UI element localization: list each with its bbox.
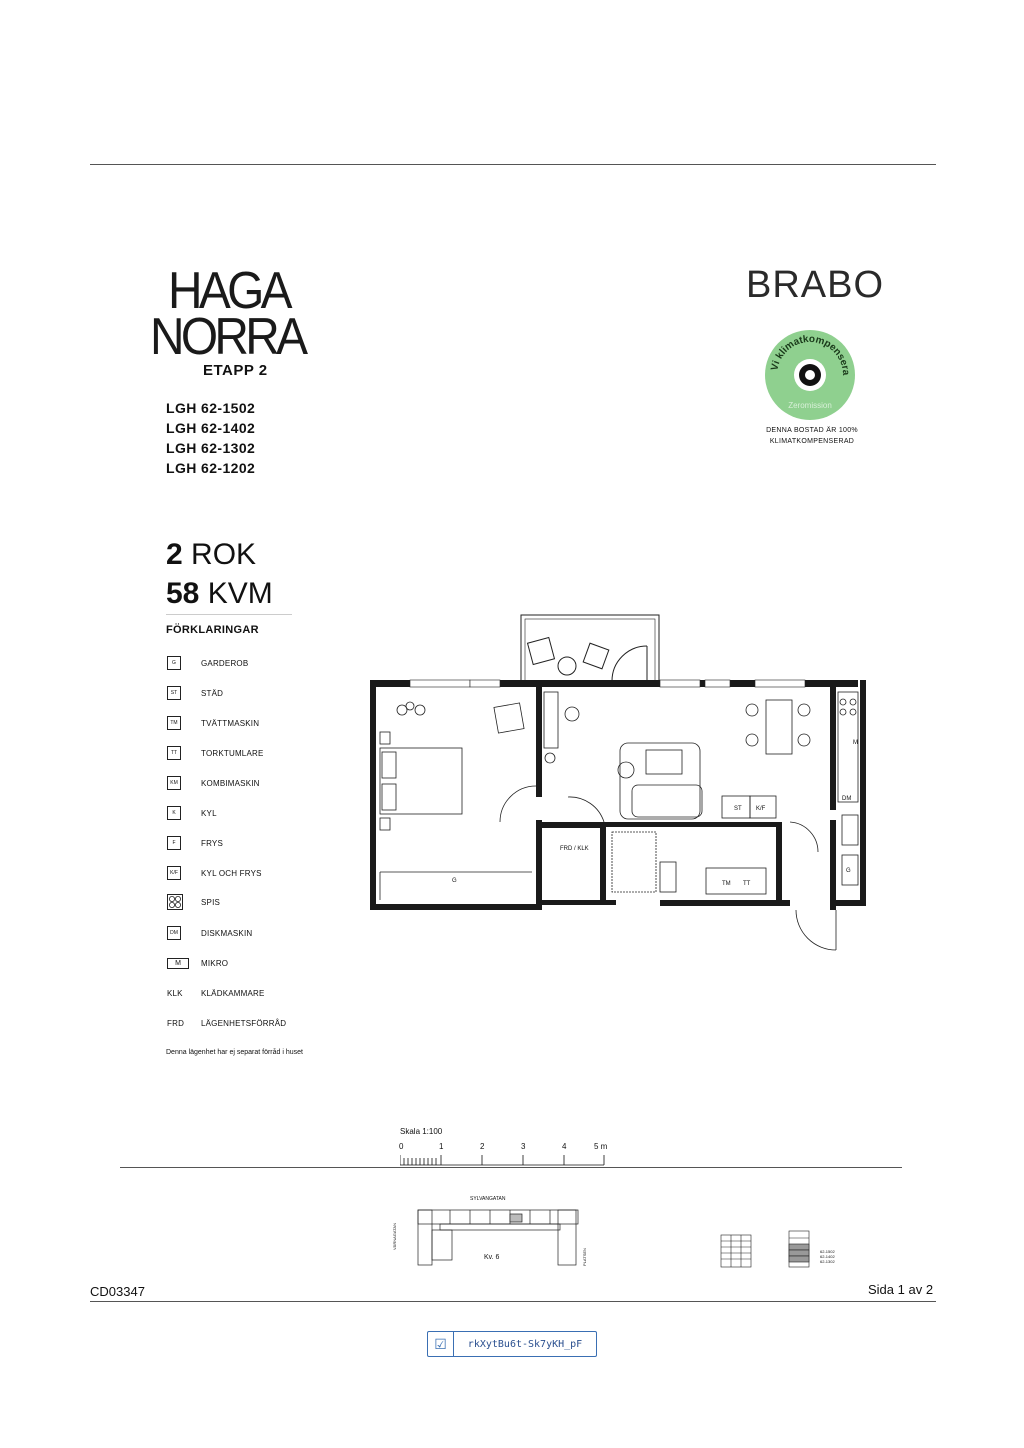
legend-symbol: F — [167, 836, 181, 850]
abbreviation-code: KLK — [167, 988, 183, 998]
summary-rule — [166, 614, 292, 615]
legend-item — [167, 954, 228, 972]
legend-symbol: DM — [167, 926, 181, 940]
legend-item — [167, 714, 259, 732]
legend-label: MIKRO — [201, 958, 229, 968]
badge-subtext: Zeromission — [788, 401, 832, 410]
badge-text: Vi klimatkompensera — [769, 333, 852, 376]
legend-item — [167, 744, 264, 762]
legend-label: KYL — [201, 808, 217, 818]
legend-symbol: G — [167, 656, 181, 670]
site-street-top: SYLVANGATAN — [470, 1196, 506, 1202]
legend-item — [167, 864, 262, 882]
legend-symbol: M — [167, 958, 189, 969]
page-number: Sida 1 av 2 — [868, 1282, 934, 1297]
stove-icon — [167, 894, 183, 910]
legend-symbol: KM — [167, 776, 181, 790]
abbreviation-item — [167, 984, 265, 1002]
legend-label: KOMBIMASKIN — [201, 778, 260, 788]
abbreviation-label: LÄGENHETSFÖRRÅD — [201, 1018, 287, 1028]
apartment-list — [166, 398, 255, 478]
top-rule — [90, 164, 936, 165]
etapp-label: ETAPP 2 — [203, 362, 268, 379]
unit-list — [820, 1249, 835, 1264]
abbreviation-code: FRD — [167, 1018, 185, 1028]
legend-symbol: ST — [167, 686, 181, 700]
plan-label-tm: TM — [722, 881, 731, 887]
plan-label-kf: K/F — [756, 806, 766, 812]
climate-note — [752, 425, 872, 447]
unit-id: 62-1302 — [820, 1259, 835, 1264]
plan-label-frd-klk: FRD / KLK — [560, 846, 589, 852]
logo-line-2: NORRA — [150, 308, 305, 366]
legend-item — [167, 684, 223, 702]
verified-check-icon: ☑ — [428, 1332, 454, 1356]
site-street-right: PLATSEN — [582, 1248, 587, 1266]
plan-label-st: ST — [734, 806, 742, 812]
verification-code: rkXytBu6t-Sk7yKH_pF — [467, 1338, 583, 1350]
scale-tick: 1 — [439, 1142, 444, 1151]
climate-badge-icon — [763, 328, 857, 422]
developer-logo: BRABO — [746, 264, 885, 306]
rooms-count — [166, 537, 256, 573]
scale-tick: 4 — [562, 1142, 567, 1151]
legend-item — [167, 893, 220, 911]
scale-tick: 3 — [521, 1142, 526, 1151]
plan-label-tt: TT — [743, 881, 751, 887]
scale-tick: 0 — [399, 1142, 404, 1151]
unit-stack-icon — [788, 1230, 810, 1268]
verification-stamp — [427, 1331, 597, 1357]
area-number: 58 — [166, 577, 200, 610]
logo-line-1: HAGA — [168, 262, 289, 320]
area-size — [166, 576, 273, 612]
apartment-id: LGH 62-1502 — [166, 400, 256, 416]
legend-label: STÄD — [201, 688, 224, 698]
scale-label: Skala 1:100 — [400, 1127, 443, 1136]
legend-symbol: TT — [167, 746, 181, 760]
site-plan — [410, 1202, 600, 1272]
legend-label: KYL OCH FRYS — [201, 868, 262, 878]
building-section-icon — [720, 1234, 752, 1268]
climate-note-line-2: KLIMATKOMPENSERAD — [769, 438, 855, 445]
unit-id: 62-1402 — [820, 1254, 835, 1259]
scale-tick: 2 — [480, 1142, 485, 1151]
legend-item — [167, 924, 252, 942]
legend-item — [167, 804, 217, 822]
legend-item — [167, 774, 260, 792]
legend-label: TORKTUMLARE — [201, 748, 264, 758]
scale-tick: 5 m — [594, 1142, 608, 1151]
legend-symbol: TM — [167, 716, 181, 730]
site-block-label: Kv. 6 — [484, 1254, 500, 1261]
legend-symbol: K/F — [167, 866, 181, 880]
apartment-id: LGH 62-1302 — [166, 440, 256, 456]
document-id: CD03347 — [90, 1284, 145, 1299]
scale-bar — [400, 1153, 610, 1167]
legend-item — [167, 834, 223, 852]
legend-symbol: K — [167, 806, 181, 820]
area-unit: KVM — [207, 577, 273, 610]
apartment-id: LGH 62-1202 — [166, 460, 256, 476]
abbreviation-item — [167, 1014, 286, 1032]
legend-title: FÖRKLARINGAR — [166, 624, 259, 636]
apartment-id: LGH 62-1402 — [166, 420, 256, 436]
climate-note-line-1: DENNA BOSTAD ÄR 100% — [766, 427, 858, 434]
abbreviation-label: KLÄDKAMMARE — [201, 988, 265, 998]
footer-rule — [90, 1301, 936, 1302]
legend-item — [167, 654, 248, 672]
plan-label-g2: G — [846, 868, 851, 874]
site-street-left: VÄRNAGATAN — [392, 1223, 397, 1250]
plan-label-g: G — [452, 878, 457, 884]
unit-id: 62-1502 — [820, 1249, 835, 1254]
legend-label: TVÄTTMASKIN — [201, 718, 260, 728]
floor-plan — [360, 610, 870, 955]
plan-label-m: M — [853, 740, 858, 746]
legend-label: GARDEROB — [201, 658, 249, 668]
storage-note: Denna lägenhet har ej separat förråd i huset — [166, 1049, 303, 1056]
project-logo — [150, 262, 330, 366]
plan-label-dm: DM — [842, 796, 852, 802]
rooms-unit: ROK — [191, 538, 257, 571]
legend-label: FRYS — [201, 838, 223, 848]
legend-label: SPIS — [201, 897, 221, 907]
scale-rule — [120, 1167, 902, 1168]
legend-label: DISKMASKIN — [201, 928, 253, 938]
rooms-number: 2 — [166, 538, 183, 571]
